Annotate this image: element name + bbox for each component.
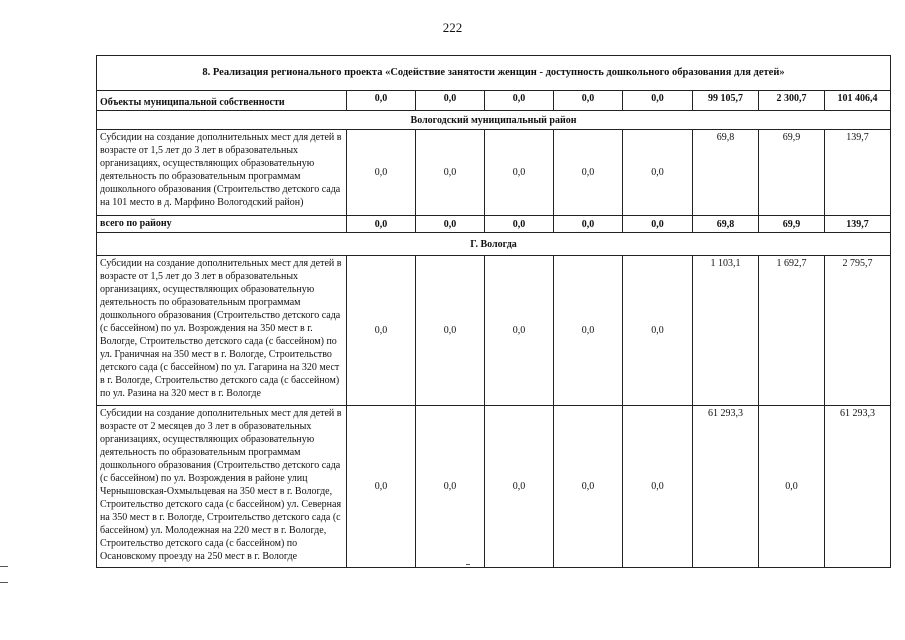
objects-value-6: 99 105,7	[693, 91, 759, 111]
row-value: 0,0	[554, 256, 623, 406]
table-row	[97, 256, 891, 406]
total-value: 139,7	[825, 216, 891, 233]
objects-value-8: 101 406,4	[825, 91, 891, 111]
row-value: 0,0	[554, 406, 623, 568]
objects-value-4: 0,0	[554, 91, 623, 111]
total-value: 0,0	[416, 216, 485, 233]
total-value: 0,0	[554, 216, 623, 233]
total-value: 0,0	[485, 216, 554, 233]
page-number: 222	[442, 20, 463, 35]
district-heading: Г. Вологда	[97, 233, 891, 256]
row-description: Субсидии на создание дополнительных мест для детей в возрасте от 1,5 лет до 3 лет в образовательных организациях, осуществляющих образовательную деятельность по образовательным программам дошкольного образования (Строительство детского сада (с бассейном) по ул. Возрождения на 350 мест в г. Вологде, Строительство детского сада (с бассейном) по ул. Граничная на 350 мест в г. Вологде, Строительство детского сада (с бассейном) по ул. Гагарина на 320 мест в г. Вологде, Строительство детского сада (с бассейном) по ул. Разина на 320 мест в г. Вологде	[97, 256, 347, 406]
row-value: 0,0	[485, 406, 554, 568]
objects-row	[97, 91, 891, 111]
objects-value-2: 0,0	[416, 91, 485, 111]
row-value: 2 795,7	[825, 256, 891, 406]
row-description: Субсидии на создание дополнительных мест для детей в возрасте от 2 месяцев до 3 лет в образовательных организациях, осуществляющих образовательную деятельность по образовательным программам дошкольного образования (Строительство детского сада (с бассейном) по ул. Возрождения в районе улиц Чернышовская-Охмыльцевая на 350 мест в г. Вологде, Строительство детского сада (с бассейном) ул. Северная на 350 мест в г. Вологде, Строительство детского сада (с бассейном) ул. Молодежная на 220 мест в г. Вологде, Строительство детского сада (с бассейном) по Осановскому проезду на 250 мест в г. Вологде	[97, 406, 347, 568]
objects-value-3: 0,0	[485, 91, 554, 111]
row-value: 0,0	[347, 406, 416, 568]
row-value: 61 293,3	[825, 406, 891, 568]
row-value: 0,0	[416, 130, 485, 216]
row-value: 0,0	[759, 406, 825, 568]
row-value: 69,8	[693, 130, 759, 216]
total-value: 69,9	[759, 216, 825, 233]
row-value: 0,0	[623, 130, 693, 216]
margin-mark	[0, 566, 8, 567]
table-row	[97, 406, 891, 568]
scan-dot	[466, 564, 470, 565]
objects-value-1: 0,0	[347, 91, 416, 111]
row-value: 0,0	[416, 256, 485, 406]
row-value: 0,0	[485, 256, 554, 406]
objects-value-7: 2 300,7	[759, 91, 825, 111]
objects-label: Объекты муниципальной собственности	[97, 91, 347, 111]
total-label: всего по району	[97, 216, 347, 233]
row-value: 0,0	[623, 256, 693, 406]
row-value: 0,0	[347, 256, 416, 406]
objects-value-5: 0,0	[623, 91, 693, 111]
row-value: 139,7	[825, 130, 891, 216]
row-value: 0,0	[416, 406, 485, 568]
district-total-row	[97, 216, 891, 233]
district-heading: Вологодский муниципальный район	[97, 111, 891, 130]
margin-mark	[0, 582, 8, 583]
row-value: 69,9	[759, 130, 825, 216]
budget-table	[96, 55, 891, 568]
total-value: 0,0	[623, 216, 693, 233]
row-value: 1 103,1	[693, 256, 759, 406]
row-description: Субсидии на создание дополнительных мест для детей в возрасте от 1,5 лет до 3 лет в образовательных организациях, осуществляющих образовательную деятельность по образовательным программам дошкольного образования (Строительство детского сада на 101 место в д. Марфино Вологодский район)	[97, 130, 347, 216]
row-value: 0,0	[554, 130, 623, 216]
row-value: 61 293,3	[693, 406, 759, 568]
total-value: 0,0	[347, 216, 416, 233]
row-value: 0,0	[623, 406, 693, 568]
row-value: 0,0	[347, 130, 416, 216]
section-title: 8. Реализация регионального проекта «Содействие занятости женщин - доступность дошкольного образования для детей»	[97, 56, 891, 91]
row-value: 1 692,7	[759, 256, 825, 406]
row-value: 0,0	[485, 130, 554, 216]
total-value: 69,8	[693, 216, 759, 233]
table-row	[97, 130, 891, 216]
